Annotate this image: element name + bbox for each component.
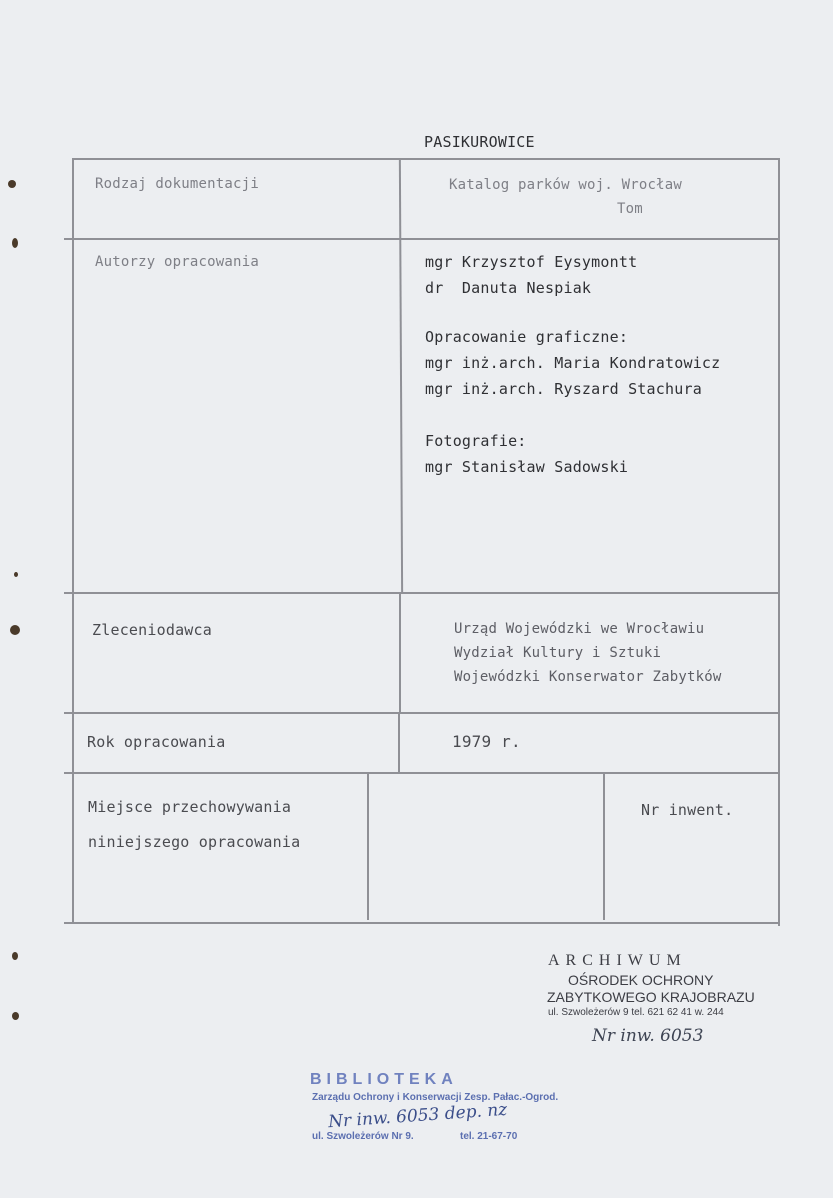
punch-hole <box>14 572 18 577</box>
label-miejsce-line2: niniejszego opracowania <box>88 833 301 851</box>
table-row-divider <box>64 592 780 594</box>
document-title: PASIKUROWICE <box>424 133 535 151</box>
author-name: mgr Krzysztof Eysymontt <box>425 253 638 271</box>
author-name: dr Danuta Nespiak <box>425 279 592 297</box>
client-line: Wojewódzki Konserwator Zabytków <box>454 669 722 685</box>
label-rodzaj-dokumentacji: Rodzaj dokumentacji <box>95 176 259 192</box>
table-border-right <box>778 158 780 926</box>
archive-stamp-line: ZABYTKOWEGO KRAJOBRAZU <box>547 989 755 1005</box>
value-rok: 1979 r. <box>452 732 521 751</box>
value-katalog: Katalog parków woj. Wrocław <box>449 177 682 193</box>
archive-stamp-title: ARCHIWUM <box>548 952 687 969</box>
label-rok-opracowania: Rok opracowania <box>87 733 226 751</box>
table-border-top <box>74 158 780 160</box>
photo-author: mgr Stanisław Sadowski <box>425 458 629 476</box>
handwritten-inventory-number: Nr inw. 6053 <box>592 1026 704 1046</box>
graphic-author: mgr inż.arch. Maria Kondratowicz <box>425 354 721 372</box>
library-stamp-line: Zarządu Ochrony i Konserwacji Zesp. Pałac.-Ogrod. <box>312 1092 559 1103</box>
graphic-author: mgr inż.arch. Ryszard Stachura <box>425 380 702 398</box>
client-line: Wydział Kultury i Sztuki <box>454 645 662 661</box>
photo-heading: Fotografie: <box>425 432 527 450</box>
table-column-divider <box>398 714 400 772</box>
client-line: Urząd Wojewódzki we Wrocławiu <box>454 621 705 637</box>
label-autorzy: Autorzy opracowania <box>95 254 259 270</box>
value-tom: Tom <box>617 201 643 217</box>
table-row-divider <box>64 238 779 240</box>
label-zleceniodawca: Zleceniodawca <box>92 621 212 639</box>
graphic-heading: Opracowanie graficzne: <box>425 328 629 346</box>
table-row-divider <box>64 712 780 714</box>
table-border-left <box>72 158 74 922</box>
label-nr-inwent: Nr inwent. <box>641 801 734 819</box>
library-stamp-title: BIBLIOTEKA <box>310 1071 458 1088</box>
table-column-divider <box>399 594 401 712</box>
library-stamp-phone: tel. 21-67-70 <box>460 1131 518 1142</box>
table-border-bottom <box>64 922 780 924</box>
library-stamp-address: ul. Szwoleżerów Nr 9. <box>312 1131 414 1142</box>
punch-hole <box>8 180 16 188</box>
table-column-divider <box>399 160 403 594</box>
handwritten-library-number: Nr inw. 6053 dep. nz <box>327 1099 508 1133</box>
punch-hole <box>12 952 18 960</box>
punch-hole <box>12 238 18 248</box>
archive-stamp-line: OŚRODEK OCHRONY <box>568 972 714 988</box>
punch-hole <box>10 625 20 635</box>
table-column-divider <box>367 774 369 920</box>
archive-stamp-address: ul. Szwoleżerów 9 tel. 621 62 41 w. 244 <box>548 1007 724 1018</box>
punch-hole <box>12 1012 19 1020</box>
table-column-divider <box>603 774 605 920</box>
label-miejsce-line1: Miejsce przechowywania <box>88 798 292 816</box>
table-row-divider <box>64 772 780 774</box>
